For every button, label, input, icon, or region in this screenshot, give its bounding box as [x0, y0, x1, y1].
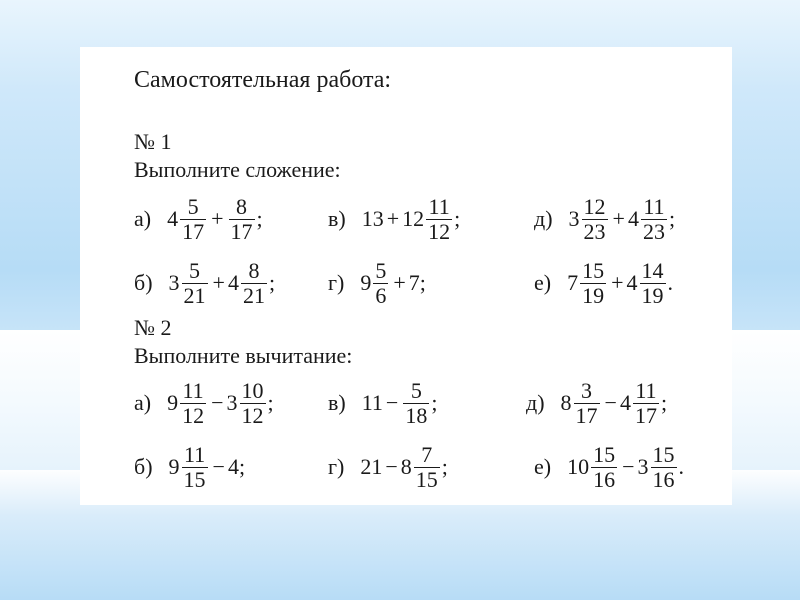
whole-part: 9	[168, 454, 180, 479]
denominator: 17	[575, 402, 598, 428]
fraction	[229, 195, 255, 244]
task-2-e	[534, 437, 684, 497]
denominator: 16	[593, 466, 616, 492]
fraction	[373, 259, 388, 308]
end-punct: ;	[268, 270, 276, 295]
denominator: 16	[652, 466, 675, 492]
numerator: 11	[182, 377, 204, 403]
denominator: 21	[183, 282, 206, 308]
task-1-v	[328, 189, 460, 249]
fraction	[414, 443, 440, 492]
whole-part: 13	[361, 206, 384, 231]
numerator: 10	[241, 377, 264, 403]
numerator: 14	[641, 257, 664, 283]
task-label: е)	[534, 454, 552, 479]
task-label: д)	[534, 206, 553, 231]
denominator: 23	[642, 218, 665, 244]
numerator: 11	[183, 441, 206, 467]
end-punct: ;	[454, 206, 461, 231]
whole-part: 4	[227, 454, 239, 479]
numerator: 11	[643, 193, 665, 219]
end-punct: .	[667, 270, 674, 295]
whole-part: 4	[626, 270, 638, 295]
task-label: б)	[134, 270, 153, 295]
task-label: д)	[526, 390, 545, 415]
task-label: г)	[328, 270, 345, 295]
task-label: а)	[134, 390, 152, 415]
end-punct: ;	[238, 454, 246, 479]
operator: +	[611, 270, 624, 295]
numerator: 8	[248, 257, 260, 283]
denominator: 18	[405, 402, 428, 428]
whole-part: 8	[560, 390, 572, 415]
task-1-b	[134, 253, 275, 313]
fraction	[640, 259, 666, 308]
whole-part: 9	[167, 390, 179, 415]
fraction	[641, 195, 667, 244]
denominator: 6	[375, 282, 387, 308]
section-1-instruction: Выполните сложение:	[134, 157, 341, 182]
fraction	[633, 379, 659, 428]
task-label: б)	[134, 454, 153, 479]
whole-part: 4	[167, 206, 179, 231]
whole-part: 3	[168, 270, 180, 295]
fraction	[651, 443, 677, 492]
task-2-b	[134, 437, 245, 497]
denominator: 17	[182, 218, 205, 244]
end-punct: ;	[668, 206, 676, 231]
denominator: 12	[182, 402, 205, 428]
numerator: 5	[187, 193, 199, 219]
end-punct: .	[678, 454, 685, 479]
numerator: 3	[581, 377, 593, 403]
task-label: в)	[328, 206, 346, 231]
numerator: 5	[375, 257, 387, 283]
task-label: а)	[134, 206, 152, 231]
section-1-number: № 1	[134, 129, 172, 154]
fraction	[591, 443, 617, 492]
background-band-right	[732, 330, 800, 470]
fraction	[180, 195, 206, 244]
fraction	[240, 379, 266, 428]
numerator: 12	[583, 193, 606, 219]
fraction	[426, 195, 452, 244]
denominator: 15	[415, 466, 438, 492]
task-2-a	[134, 373, 274, 433]
denominator: 15	[183, 466, 206, 492]
section-2-instruction: Выполните вычитание:	[134, 343, 353, 368]
whole-part: 4	[627, 206, 639, 231]
task-1-a	[134, 189, 263, 249]
whole-part: 7	[567, 270, 579, 295]
worksheet	[80, 47, 732, 505]
numerator: 8	[236, 193, 248, 219]
whole-part: 9	[360, 270, 372, 295]
fraction	[241, 259, 267, 308]
task-label: в)	[328, 390, 346, 415]
task-1-g	[328, 253, 426, 313]
whole-part: 4	[619, 390, 631, 415]
operator: +	[211, 206, 224, 231]
fraction	[580, 259, 606, 308]
denominator: 23	[583, 218, 606, 244]
whole-part: 21	[360, 454, 383, 479]
numerator: 15	[593, 441, 616, 467]
numerator: 7	[421, 441, 433, 467]
operator: −	[385, 390, 399, 415]
operator: −	[385, 454, 398, 479]
task-1-e	[534, 253, 673, 313]
background-band-left	[0, 330, 80, 470]
operator: +	[393, 270, 406, 295]
whole-part: 3	[637, 454, 649, 479]
section-2-number: № 2	[134, 315, 172, 340]
whole-part: 12	[402, 206, 425, 231]
operator: −	[212, 454, 225, 479]
whole-part: 3	[226, 390, 238, 415]
denominator: 19	[641, 282, 664, 308]
denominator: 21	[242, 282, 265, 308]
fraction	[403, 379, 429, 428]
denominator: 17	[230, 218, 253, 244]
operator: −	[604, 390, 617, 415]
task-label: г)	[328, 454, 345, 479]
whole-part: 11	[361, 390, 383, 415]
denominator: 17	[634, 402, 657, 428]
fraction	[582, 195, 608, 244]
denominator: 12	[241, 402, 264, 428]
task-2-g	[328, 437, 448, 497]
numerator: 15	[582, 257, 605, 283]
task-1-d	[534, 189, 675, 249]
task-label: е)	[534, 270, 552, 295]
whole-part: 7	[408, 270, 420, 295]
end-punct: ;	[419, 270, 426, 295]
operator: +	[386, 206, 400, 231]
end-punct: ;	[267, 390, 274, 415]
numerator: 15	[652, 441, 675, 467]
whole-part: 10	[567, 454, 590, 479]
numerator: 11	[428, 193, 450, 219]
fraction	[180, 379, 206, 428]
numerator: 5	[189, 257, 201, 283]
numerator: 11	[635, 377, 657, 403]
end-punct: ;	[431, 390, 438, 415]
end-punct: ;	[660, 390, 668, 415]
operator: −	[622, 454, 635, 479]
numerator: 5	[410, 377, 422, 403]
end-punct: ;	[256, 206, 263, 231]
whole-part: 4	[227, 270, 239, 295]
fraction	[182, 259, 208, 308]
fraction	[182, 443, 208, 492]
denominator: 12	[428, 218, 451, 244]
denominator: 19	[582, 282, 605, 308]
page-title: Самостоятельная работа:	[134, 67, 392, 93]
operator: +	[212, 270, 225, 295]
whole-part: 8	[400, 454, 412, 479]
operator: −	[211, 390, 224, 415]
whole-part: 3	[568, 206, 580, 231]
end-punct: ;	[441, 454, 448, 479]
operator: +	[612, 206, 625, 231]
task-2-v	[328, 373, 437, 433]
fraction	[574, 379, 600, 428]
task-2-d	[526, 373, 667, 433]
